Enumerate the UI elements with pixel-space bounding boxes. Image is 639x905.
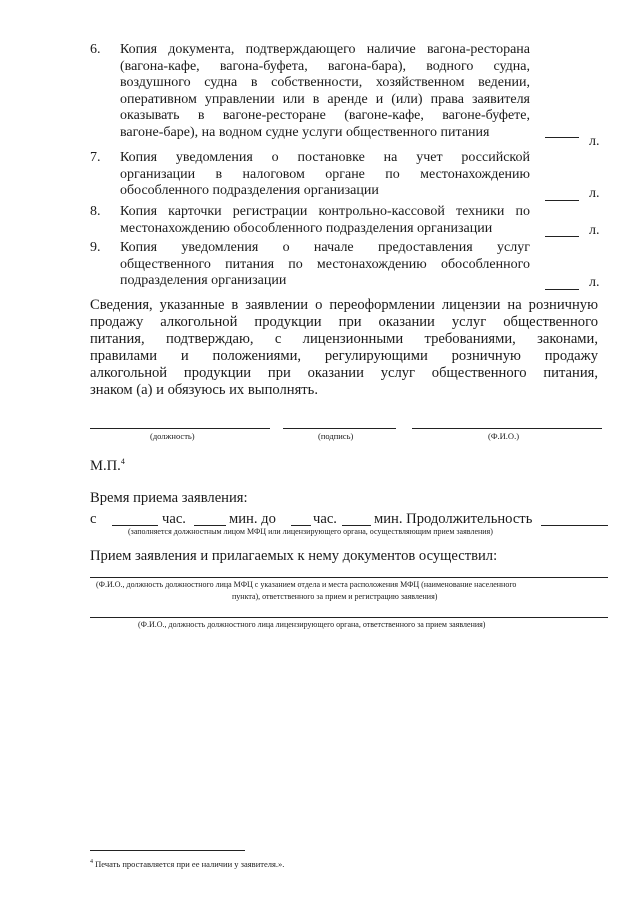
list-text: Копия уведомления о постановке на учет российской организации в налоговом органе по местонахождению обособленного подразделения организации <box>120 150 530 199</box>
pages-unit: л. <box>589 223 600 238</box>
name-caption: (Ф.И.О.) <box>488 431 520 441</box>
footnote-text: Печать проставляется при ее наличии у заявителя.». <box>95 859 285 869</box>
sign-caption: (подпись) <box>318 431 354 441</box>
authority-officer-line[interactable] <box>90 617 608 618</box>
minutes-to-label: мин. до <box>229 511 276 527</box>
to-minutes-field[interactable] <box>342 525 371 526</box>
pages-unit: л. <box>589 186 600 201</box>
pages-unit: л. <box>589 134 600 149</box>
page-count-blank[interactable] <box>545 137 579 138</box>
stamp-label: М.П.$^4$ <box>90 457 125 474</box>
from-label: с <box>90 511 97 527</box>
page-count-blank[interactable] <box>545 289 579 290</box>
authority-caption: (Ф.И.О., должность должностного лица лицензирующего органа, ответственного за прием заявления) <box>138 620 486 629</box>
page-count-blank[interactable] <box>545 236 579 237</box>
name-signature-line[interactable] <box>412 428 602 429</box>
mfc-caption-line1: (Ф.И.О., должность должностного лица МФЦ с указанием отдела и места расположения МФЦ (наименование населенного <box>96 580 517 589</box>
page-count-blank[interactable] <box>545 200 579 201</box>
sign-signature-line[interactable] <box>283 428 396 429</box>
footnote-ref: 4 <box>120 457 125 466</box>
footnote-separator <box>90 850 245 851</box>
reception-time-title: Время приема заявления: <box>90 490 248 506</box>
list-text: Копия документа, подтверждающего наличие вагона-ресторана (вагона-кафе, вагона-буфета, вагона-бара), водного судна, воздушного судна в собственности, хозяйственном ведении, оперативном управлении или в аренде и (или) права заявителя оказывать в вагоне-ресторане (вагоне-кафе, вагоне-буфете, вагоне-баре), на водном судне услуги общественного питания <box>120 42 530 140</box>
list-number: 7. <box>90 150 101 165</box>
list-number: 9. <box>90 240 101 255</box>
duration-label: мин. Продолжительность <box>374 511 533 527</box>
accepted-title: Прием заявления и прилагаемых к нему документов осуществил: <box>90 548 498 564</box>
pages-unit: л. <box>589 275 600 290</box>
list-text: Копия уведомления о начале предоставления услуг общественного питания по местонахождению обособленного подразделения организации <box>120 240 530 289</box>
list-number: 8. <box>90 204 101 219</box>
from-minutes-field[interactable] <box>194 525 226 526</box>
footnote <box>90 859 284 869</box>
statement-paragraph: Сведения, указанные в заявлении о переоформлении лицензии на розничную продажу алкогольной продукции при оказании услуг общественного питания, подтверждаю, с лицензионными требованиями, законами, правилами и положениями, регулирующими розничную продажу алкогольной продукции при оказании услуг общественного питания, знаком (а) и обязуюсь их выполнять. <box>90 297 598 398</box>
position-caption: (должность) <box>150 431 195 441</box>
reception-time-caption: (заполняется должностным лицом МФЦ или лицензирующего органа, осуществляющим прием заявления) <box>128 527 493 536</box>
footnote-number: 4 <box>90 859 93 866</box>
mfc-caption-line2: пункта), ответственного за прием и регистрацию заявления) <box>232 592 438 601</box>
position-signature-line[interactable] <box>90 428 270 429</box>
duration-field[interactable] <box>541 525 608 526</box>
mfc-officer-line[interactable] <box>90 577 608 578</box>
list-text: Копия карточки регистрации контрольно-кассовой техники по местонахождению обособленного подразделения организации <box>120 204 530 236</box>
from-hours-field[interactable] <box>112 525 158 526</box>
hours2-label: час. <box>313 511 337 527</box>
hours-label: час. <box>162 511 186 527</box>
to-hours-field[interactable] <box>291 525 311 526</box>
list-number: 6. <box>90 42 101 57</box>
